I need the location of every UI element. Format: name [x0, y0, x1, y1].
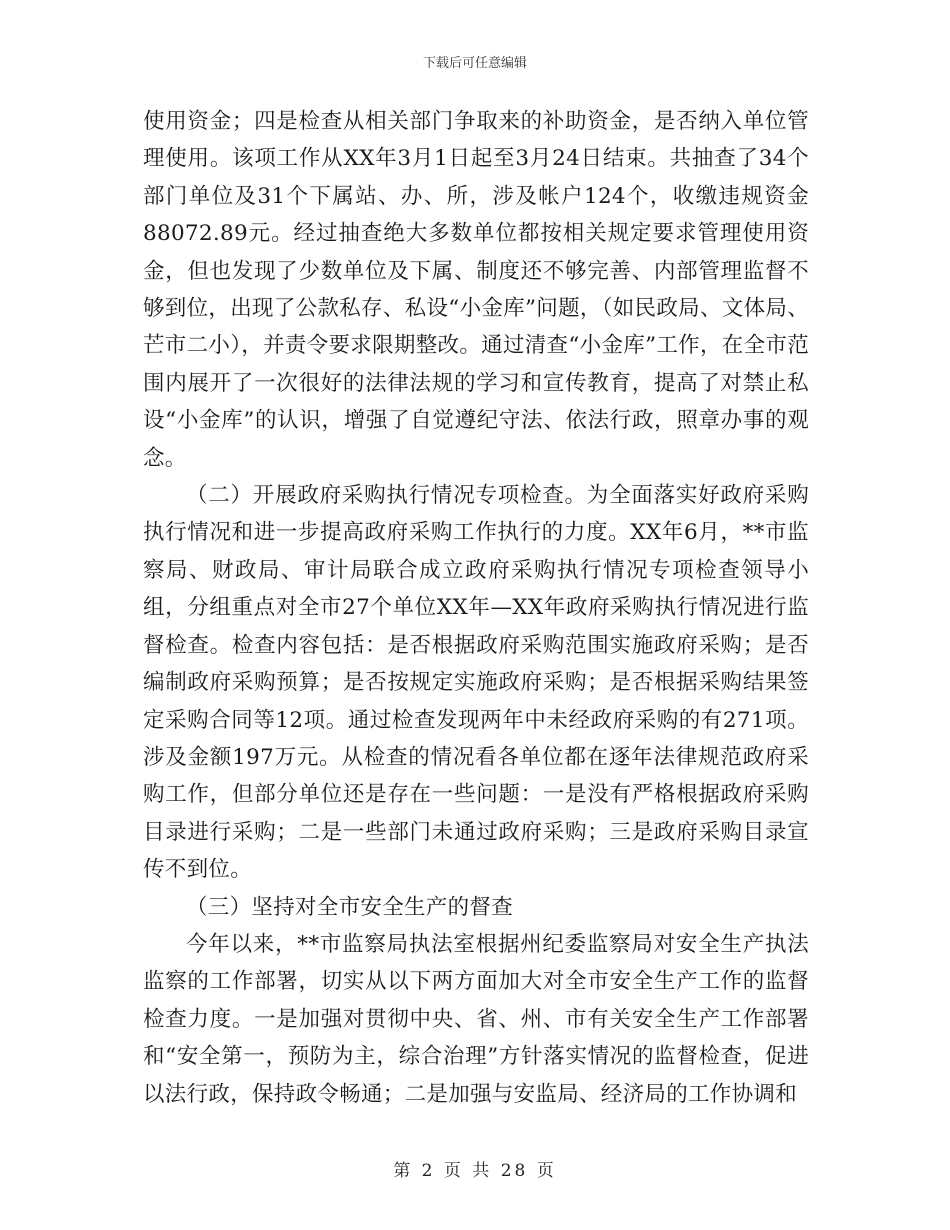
paragraph-procurement-inspection: （二）开展政府采购执行情况专项检查。为全面落实好政府采购执行情况和进一步提高政府采购工作执行的力度。XX年6月，**市监察局、财政局、审计局联合成立政府采购执行情况专项检查领导小组，分组重点对全市27个单位XX年—XX年政府采购执行情况进行监督检查。检查内容包括：是否根据政府采购范围实施政府采购；是否编制政府采购预算；是否按规定实施政府采购；是否根据采购结果签定采购合同等12项。通过检查发现两年中未经政府采购的有271项。涉及金额197万元。从检查的情况看各单位都在逐年法律规范政府采购工作，但部分单位还是存在一些问题：一是没有严格根据政府采购目录进行采购；二是一些部门未通过政府采购；三是政府采购目录宣传不到位。 [143, 483, 809, 883]
paragraph-continued: 使用资金；四是检查从相关部门争取来的补助资金，是否纳入单位管理使用。该项工作从XX年3月1日起至3月24日结束。共抽查了34个部门单位及31个下属站、办、所，涉及帐户124个，收缴违规资金88072.89元。经过抽查绝大多数单位都按相关规定要求管理使用资金，但也发现了少数单位及下属、制度还不够完善、内部管理监督不够到位，出现了公款私存、私设“小金库”问题，（如民政局、文体局、芒市二小），并责令要求限期整改。通过清查“小金库”工作，在全市范围内展开了一次很好的法律法规的学习和宣传教育，提高了对禁止私设“小金库”的认识，增强了自觉遵纪守法、依法行政，照章办事的观念。 [143, 109, 809, 471]
document-body [143, 103, 809, 1113]
page-number-footer: 第 2 页 共 28 页 [393, 1161, 557, 1181]
paragraph-safety-supervision: 今年以来，**市监察局执法室根据州纪委监察局对安全生产执法监察的工作部署，切实从以下两方面加大对全市安全生产工作的监督检查力度。一是加强对贯彻中央、省、州、市有关安全生产工作部署和“安全第一，预防为主，综合治理”方针落实情况的监督检查，促进以法行政，保持政令畅通；二是加强与安监局、经济局的工作协调和 [143, 931, 809, 1107]
section-heading-safety: （三）坚持对全市安全生产的督查 [186, 894, 514, 920]
page-header: 下载后可任意编辑 [422, 56, 527, 71]
